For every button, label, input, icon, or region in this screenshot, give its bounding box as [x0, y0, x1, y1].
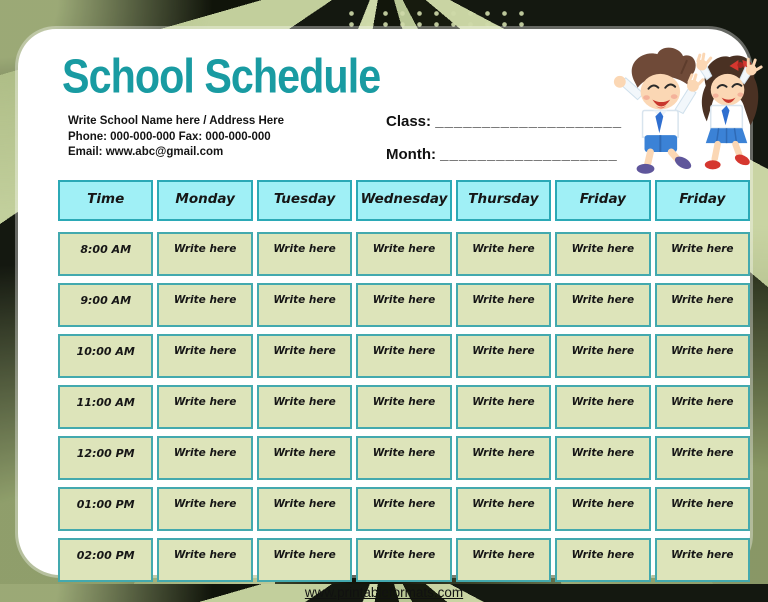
school-name-line: Write School Name here / Address Here — [68, 115, 285, 127]
schedule-cell-r3-c4[interactable]: Write here — [555, 385, 650, 429]
footer-link[interactable]: www.printableformats.com — [304, 585, 464, 600]
schedule-cell-r4-c5[interactable]: Write here — [655, 436, 750, 480]
school-phone-line: Phone: 000-000-000 Fax: 000-000-000 — [68, 130, 271, 143]
header-cell-0: Time — [58, 180, 153, 221]
schedule-cell-r6-c1[interactable]: Write here — [257, 538, 352, 582]
class-field — [386, 113, 622, 130]
schedule-cell-r0-c5[interactable]: Write here — [655, 232, 750, 276]
schedule-cell-r5-c1[interactable]: Write here — [257, 487, 352, 531]
schedule-cell-r0-c1[interactable]: Write here — [257, 232, 352, 276]
class-blank-line[interactable]: ____________________ — [435, 113, 623, 130]
schedule-cell-r2-c0[interactable]: Write here — [157, 334, 252, 378]
schedule-cell-r2-c4[interactable]: Write here — [555, 334, 650, 378]
schedule-cell-r3-c1[interactable]: Write here — [257, 385, 352, 429]
school-info — [68, 114, 284, 161]
schedule-cell-r0-c2[interactable]: Write here — [356, 232, 451, 276]
time-cell-row-3: 11:00 AM — [58, 385, 153, 429]
schedule-cell-r5-c4[interactable]: Write here — [555, 487, 650, 531]
schedule-table — [58, 180, 750, 582]
schedule-cell-r3-c3[interactable]: Write here — [456, 385, 551, 429]
time-cell-row-5: 01:00 PM — [58, 487, 153, 531]
month-field — [386, 146, 618, 163]
schedule-cell-r1-c5[interactable]: Write here — [655, 283, 750, 327]
class-label: Class: — [386, 113, 432, 130]
schedule-cell-r4-c4[interactable]: Write here — [555, 436, 650, 480]
schedule-cell-r1-c3[interactable]: Write here — [456, 283, 551, 327]
schedule-cell-r2-c3[interactable]: Write here — [456, 334, 551, 378]
schedule-cell-r5-c0[interactable]: Write here — [157, 487, 252, 531]
schedule-cell-r1-c0[interactable]: Write here — [157, 283, 252, 327]
schedule-cell-r5-c2[interactable]: Write here — [356, 487, 451, 531]
time-cell-row-0: 8:00 AM — [58, 232, 153, 276]
schedule-cell-r0-c3[interactable]: Write here — [456, 232, 551, 276]
time-cell-row-2: 10:00 AM — [58, 334, 153, 378]
schedule-cell-r1-c4[interactable]: Write here — [555, 283, 650, 327]
schedule-cell-r6-c2[interactable]: Write here — [356, 538, 451, 582]
schedule-cell-r2-c1[interactable]: Write here — [257, 334, 352, 378]
schedule-cell-r4-c1[interactable]: Write here — [257, 436, 352, 480]
schedule-cell-r4-c3[interactable]: Write here — [456, 436, 551, 480]
schedule-cell-r6-c5[interactable]: Write here — [655, 538, 750, 582]
girl-figure — [696, 54, 761, 169]
schedule-cell-r4-c0[interactable]: Write here — [157, 436, 252, 480]
decorative-dots-top — [340, 6, 530, 28]
school-email-line: Email: www.abc@gmail.com — [68, 146, 224, 158]
schedule-cell-r4-c2[interactable]: Write here — [356, 436, 451, 480]
schedule-cell-r2-c2[interactable]: Write here — [356, 334, 451, 378]
schedule-cell-r6-c0[interactable]: Write here — [157, 538, 252, 582]
schedule-cell-r3-c2[interactable]: Write here — [356, 385, 451, 429]
schedule-cell-r6-c4[interactable]: Write here — [555, 538, 650, 582]
schedule-card — [18, 29, 750, 600]
header-cell-5: Friday — [555, 180, 650, 221]
schedule-cell-r1-c1[interactable]: Write here — [257, 283, 352, 327]
time-cell-row-1: 9:00 AM — [58, 283, 153, 327]
time-cell-row-6: 02:00 PM — [58, 538, 153, 582]
month-label: Month: — [386, 146, 436, 163]
header-cell-1: Monday — [157, 180, 252, 221]
boy-figure — [614, 48, 703, 174]
schedule-cell-r3-c5[interactable]: Write here — [655, 385, 750, 429]
header-cell-3: Wednesday — [356, 180, 451, 221]
schedule-cell-r0-c0[interactable]: Write here — [157, 232, 252, 276]
page-title: School Schedule — [62, 50, 381, 104]
footer — [18, 584, 750, 602]
header-cell-4: Thursday — [456, 180, 551, 221]
header-cell-6: Friday — [655, 180, 750, 221]
schedule-cell-r3-c0[interactable]: Write here — [157, 385, 252, 429]
month-blank-line[interactable]: ___________________ — [440, 146, 618, 163]
schedule-cell-r5-c5[interactable]: Write here — [655, 487, 750, 531]
schedule-cell-r5-c3[interactable]: Write here — [456, 487, 551, 531]
time-cell-row-4: 12:00 PM — [58, 436, 153, 480]
schedule-body — [58, 232, 750, 582]
schedule-header-row — [58, 180, 750, 221]
header-cell-2: Tuesday — [257, 180, 352, 221]
schedule-cell-r6-c3[interactable]: Write here — [456, 538, 551, 582]
schedule-cell-r0-c4[interactable]: Write here — [555, 232, 650, 276]
jumping-kids-illustration — [604, 39, 768, 175]
schedule-cell-r1-c2[interactable]: Write here — [356, 283, 451, 327]
schedule-cell-r2-c5[interactable]: Write here — [655, 334, 750, 378]
